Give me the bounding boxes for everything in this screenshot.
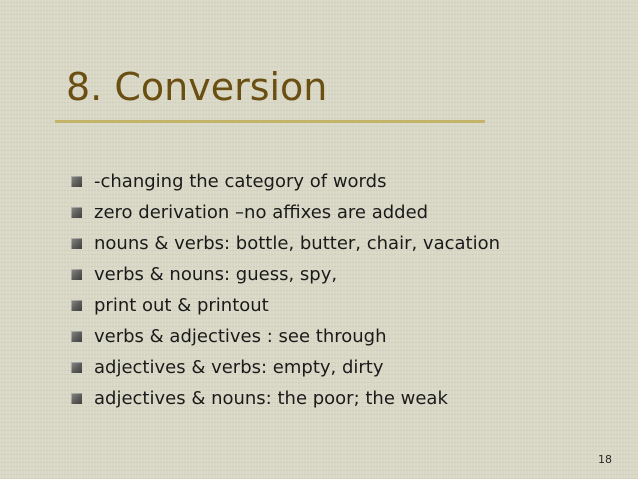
bullet-text: print out & printout	[94, 295, 269, 316]
bullet-text: verbs & nouns: guess, spy,	[94, 264, 338, 285]
bullet-item	[64, 356, 604, 380]
bullet-item	[64, 387, 604, 411]
square-bullet-icon	[71, 207, 82, 218]
bullet-list	[64, 170, 604, 418]
bullet-item	[64, 170, 604, 194]
bullet-text: adjectives & nouns: the poor; the weak	[94, 388, 448, 409]
page-number: 18	[598, 453, 612, 466]
bullet-item	[64, 201, 604, 225]
bullet-text: nouns & verbs: bottle, butter, chair, vacation	[94, 233, 501, 254]
square-bullet-icon	[71, 238, 82, 249]
bullet-item	[64, 325, 604, 349]
square-bullet-icon	[71, 269, 82, 280]
bullet-text: adjectives & verbs: empty, dirty	[94, 357, 384, 378]
bullet-text: verbs & adjectives : see through	[94, 326, 387, 347]
bullet-text: -changing the category of words	[94, 171, 387, 192]
bullet-item	[64, 263, 604, 287]
bullet-item	[64, 232, 604, 256]
bullet-text: zero derivation –no affixes are added	[94, 202, 429, 223]
square-bullet-icon	[71, 331, 82, 342]
square-bullet-icon	[71, 362, 82, 373]
slide-title: 8. Conversion	[66, 65, 328, 109]
square-bullet-icon	[71, 393, 82, 404]
bullet-item	[64, 294, 604, 318]
square-bullet-icon	[71, 176, 82, 187]
square-bullet-icon	[71, 300, 82, 311]
title-underline	[55, 120, 485, 123]
